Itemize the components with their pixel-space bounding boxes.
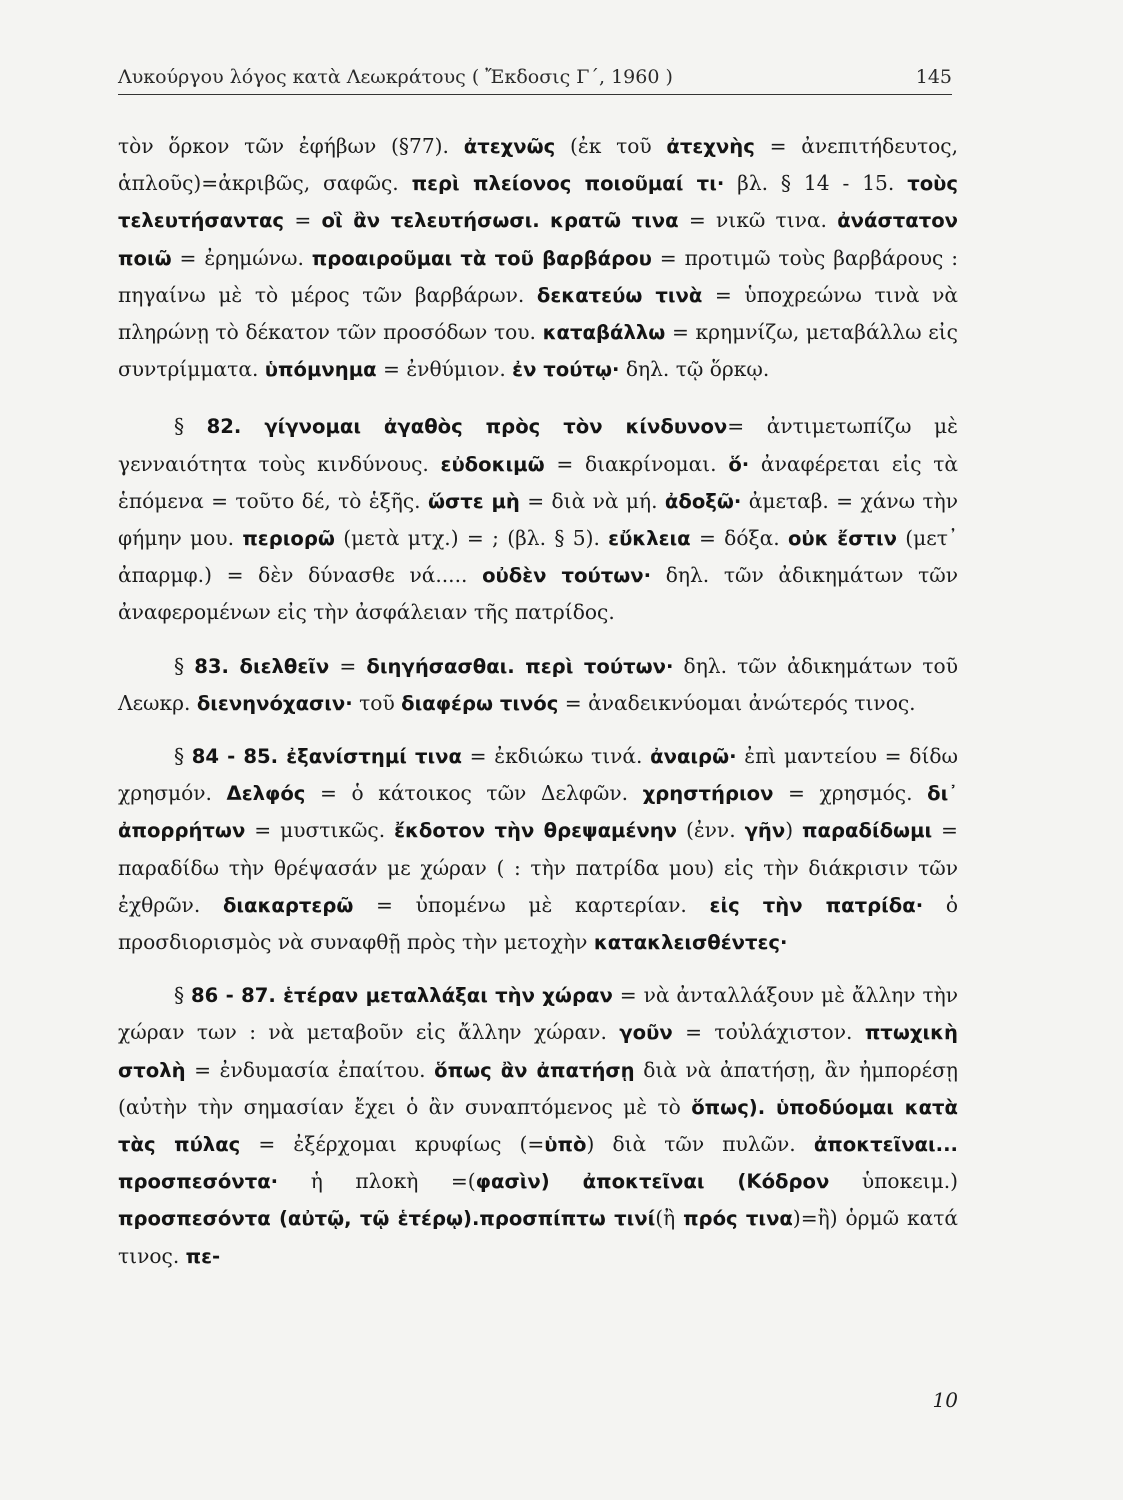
gloss-text: = ἐνδυμασία ἐπαίτου. (185, 1057, 435, 1082)
gloss-text: = ἐρημώνω. (171, 245, 312, 270)
lemma-term: εἰς τὴν πατρίδα· (709, 893, 924, 917)
gloss-text: = ἐνθύμιον. (376, 357, 513, 382)
body-text (118, 128, 958, 1275)
lemma-term: διακαρτερῶ (222, 893, 354, 917)
gloss-text: = νικῶ τινα. (678, 208, 838, 233)
gloss-text: = χρησμός. (773, 781, 928, 806)
gloss-text: τοῦ (352, 690, 402, 715)
paragraph-continuation (118, 128, 958, 388)
gloss-text: § (174, 653, 195, 678)
lemma-term: διενηνόχασιν· (196, 691, 353, 715)
lemma-term: δεκατεύω τινὰ (536, 283, 703, 307)
gloss-text: ) διὰ τῶν πυλῶν. (586, 1132, 814, 1157)
paragraph-section-86-87 (118, 977, 958, 1275)
running-header (118, 66, 952, 95)
lemma-term: ἔκδοτον τὴν θρεψαμένην (394, 819, 678, 843)
gloss-text: (ἢ (655, 1206, 684, 1231)
page-number: 145 (915, 66, 952, 88)
gloss-text: = τοὐλάχιστον. (672, 1020, 865, 1045)
gloss-text: (μετὰ μτχ.) = ; (βλ. § 5). (334, 526, 609, 551)
lemma-term: παραδίδωμι (802, 819, 933, 843)
gloss-text: = κρημνίζω, μεταβάλλω εἰς συντρίμματα. (118, 320, 958, 382)
gloss-text: = προτιμῶ τοὺς βαρβάρους : πηγαίνω μὲ τὸ μέρος τῶν βαρβάρων. (118, 245, 959, 307)
gloss-text: δηλ. τῶν ἀδικημάτων τοῦ Λεωκρ. (118, 653, 958, 715)
lemma-term: 82. γίγνομαι ἀγαθὸς πρὸς τὸν κίνδυνον (206, 415, 728, 439)
gloss-text: ἐπὶ μαντείου = δίδω χρησμόν. (118, 744, 958, 806)
gloss-text: = διὰ νὰ μή. (519, 488, 665, 513)
gloss-text: (ἐκ τοῦ (555, 134, 667, 158)
gloss-text: δηλ. τῶν ἀδικημάτων τῶν ἀναφερομένων εἰς τὴν ἀσφάλειαν τῆς πατρίδος. (118, 563, 959, 625)
lemma-term: 86 - 87. ἑτέραν μεταλλάξαι τὴν χώραν (191, 984, 613, 1008)
gloss-text: ἀμεταβ. = χάνω τὴν φήμην μου. (118, 488, 958, 551)
lemma-term: ὅπως). ὑποδύομαι κατὰ τὰς πύλας (118, 1095, 958, 1157)
gloss-text: ἡ πλοκὴ =( (278, 1169, 476, 1194)
lemma-term: προαιροῦμαι τὰ τοῦ βαρβάρου (311, 246, 652, 270)
header-title: Λυκούργου λόγος κατὰ Λεωκράτους ( Ἔκδοσις Γ΄, 1960 ) (118, 66, 673, 88)
lemma-term: εὐδοκιμῶ (440, 452, 545, 476)
gloss-text: = ὑπομένω μὲ καρτερίαν. (353, 892, 710, 917)
gloss-text: (ἐνν. (677, 818, 745, 843)
lemma-term: δι᾽ ἀπορρήτων (118, 782, 959, 843)
gloss-text: ἀναφέρεται εἰς τὰ ἑπόμενα = τοῦτο δέ, τὸ ἑξῆς. (118, 451, 959, 513)
gloss-text: ὁ προσδιορισμὸς νὰ συναφθῇ πρὸς τὴν μετοχὴν (118, 892, 959, 955)
lemma-term: ἀποκτεῖναι... προσπεσόντα· (118, 1133, 958, 1194)
lemma-term: ὑπὸ (544, 1133, 587, 1157)
lemma-term: πτωχικὴ στολὴ (118, 1021, 958, 1082)
lemma-term: 83. διελθεῖν (194, 654, 330, 678)
lemma-term: οἳ ἂν τελευτήσωσι. (321, 209, 540, 233)
gloss-text: βλ. § 14 - 15. (724, 171, 908, 196)
gloss-text: = μυστικῶς. (245, 818, 395, 843)
gloss-text: ὑποκειμ.) (829, 1169, 958, 1194)
gloss-text: = δόξα. (690, 526, 788, 551)
lemma-term: ὅπως ἂν ἀπατήσῃ (434, 1058, 635, 1082)
lemma-term: χρηστήριον (642, 782, 774, 806)
lemma-term: ἀτεχνὴς (666, 135, 755, 158)
gloss-text: ) (785, 818, 803, 843)
lemma-term: ἐν τούτῳ· (512, 358, 620, 382)
signature-mark: 10 (932, 1388, 958, 1412)
gloss-text: = ἐξέρχομαι κρυφίως (= (240, 1132, 545, 1157)
lemma-term: εὔκλεια (608, 527, 691, 551)
lemma-term: περὶ πλείονος ποιοῦμαί τι· (411, 172, 725, 196)
lemma-term: οὐδὲν τούτων· (482, 564, 652, 588)
gloss-text: = (329, 653, 367, 678)
gloss-text: = ἐκδιώκω τινά. (461, 744, 651, 769)
lemma-term: Δελφός (226, 782, 306, 806)
gloss-text: = ἀντιμετωπίζω μὲ γενναιότητα τοὺς κινδύνους. (118, 414, 959, 476)
gloss-text (540, 208, 550, 232)
lemma-term: φασὶν) ἀποκτεῖναι (Κόδρον (475, 1170, 830, 1194)
lemma-term: ὑπόμνημα (264, 358, 377, 382)
lemma-term: περιορῶ (242, 527, 335, 551)
lemma-term: ἀδοξῶ· (664, 489, 742, 513)
gloss-text: = παραδίδω τὴν θρέψασάν με χώραν ( : τὴν πατρίδα μου) εἰς τὴν διάκρισιν τῶν ἐχθρῶν. (118, 818, 958, 917)
gloss-text: § (174, 744, 192, 769)
lemma-term: διηγήσασθαι. περὶ τούτων· (366, 654, 674, 678)
lemma-term: ὥστε μὴ (427, 489, 520, 513)
lemma-term: πε- (185, 1244, 221, 1268)
gloss-text: δηλ. τῷ ὅρκῳ. (619, 357, 770, 382)
lemma-term: 84 - 85. ἐξανίστημί τινα (191, 745, 462, 769)
lemma-term: τοὺς τελευτήσαντας (118, 172, 958, 233)
gloss-text: = ἀνεπιτήδευτος, ἁπλοῦς)=ἀκριβῶς, σαφῶς. (118, 134, 958, 196)
lemma-term: γῆν (744, 819, 786, 843)
lemma-term: γοῦν (619, 1021, 673, 1045)
lemma-term: διαφέρω τινός (401, 691, 559, 715)
lemma-term: κατακλεισθέντες· (593, 931, 788, 955)
lemma-term: ὅ· (728, 452, 750, 476)
paragraph-section-84-85 (118, 738, 958, 961)
gloss-text: § (174, 983, 192, 1008)
gloss-text: § (174, 414, 207, 439)
lemma-term: καταβάλλω (542, 321, 666, 345)
lemma-term: ἀνάστατον ποιῶ (118, 209, 959, 270)
gloss-text: (μετ᾽ ἀπαρμφ.) = δὲν δύνασθε νά..... (118, 526, 958, 588)
gloss-text: = διακρίνομαι. (544, 451, 729, 476)
lemma-term: προσπεσόντα (αὐτῷ, τῷ ἑτέρῳ).προσπίπτω τινί (118, 1207, 656, 1231)
lemma-term: κρατῶ τινα (550, 209, 679, 233)
gloss-text: = (284, 208, 322, 233)
gloss-text: )=ἢ) ὁρμῶ κατά τινος. (118, 1206, 959, 1268)
gloss-text: = νὰ ἀνταλλάξουν μὲ ἄλλην τὴν χώραν των : νὰ μεταβοῦν εἰς ἄλλην χώραν. (118, 983, 958, 1045)
gloss-text: τὸν ὅρκον τῶν ἐφήβων (§77). (118, 134, 464, 158)
gloss-text: = ὁ κάτοικος τῶν Δελφῶν. (305, 781, 643, 806)
paragraph-section-82 (118, 408, 958, 631)
lemma-term: ἀναιρῶ· (650, 745, 737, 769)
paragraph-section-83 (118, 648, 958, 722)
lemma-term: οὐκ ἔστιν (787, 527, 897, 551)
gloss-text: διὰ νὰ ἀπατήσῃ, ἂν ἠμπορέσῃ (αὐτὴν τὴν σημασίαν ἔχει ὁ ἂν συναπτόμενος μὲ τὸ (118, 1057, 958, 1119)
gloss-text: = ὑποχρεώνω τινὰ νὰ πληρώνῃ τὸ δέκατον τῶν προσόδων του. (118, 282, 958, 345)
lemma-term: πρός τινα (683, 1207, 793, 1231)
gloss-text: = ἀναδεικνύομαι ἀνώτερός τινος. (558, 690, 916, 715)
lemma-term: ἀτεχνῶς (463, 135, 556, 158)
